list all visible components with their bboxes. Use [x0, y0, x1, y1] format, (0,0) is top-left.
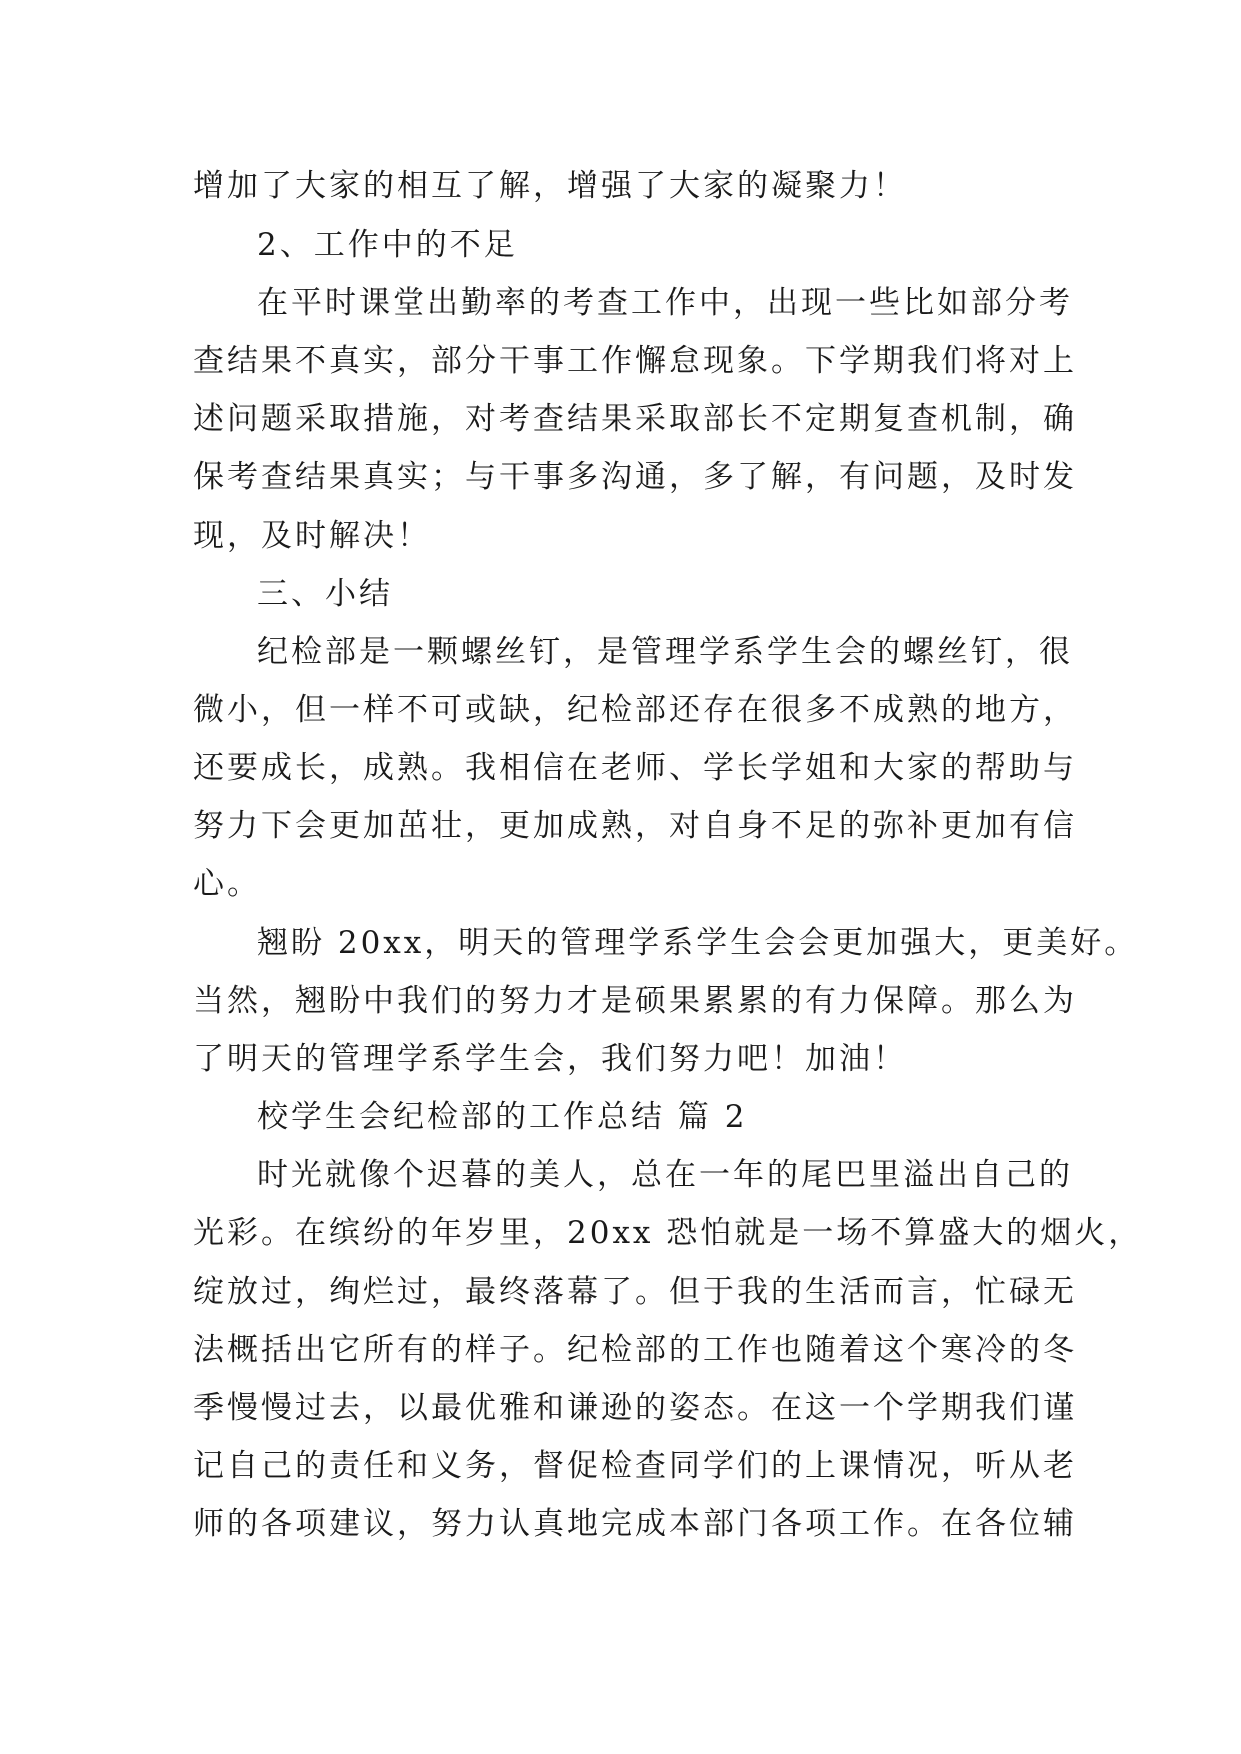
body-text-line: 绽放过，绚烂过，最终落幕了。但于我的生活而言，忙碌无 — [193, 1274, 1077, 1310]
body-text-line: 了明天的管理学系学生会，我们努力吧！加油！ — [193, 1041, 907, 1077]
paragraph-first-line: 纪检部是一颗螺丝钉，是管理学系学生会的螺丝钉，很 — [257, 634, 1073, 670]
body-text-line: 季慢慢过去，以最优雅和谦逊的姿态。在这一个学期我们谨 — [193, 1390, 1077, 1426]
body-text-line: 记自己的责任和义务，督促检查同学们的上课情况，听从老 — [193, 1448, 1077, 1484]
body-text-line: 当然，翘盼中我们的努力才是硕果累累的有力保障。那么为 — [193, 983, 1077, 1019]
body-text-line: 努力下会更加茁壮，更加成熟，对自身不足的弥补更加有信 — [193, 808, 1077, 844]
body-text-line: 还要成长，成熟。我相信在老师、学长学姐和大家的帮助与 — [193, 750, 1077, 786]
body-text-line: 师的各项建议，努力认真地完成本部门各项工作。在各位辅 — [193, 1506, 1077, 1542]
section-heading: 三、小结 — [257, 576, 393, 612]
body-text-line: 增加了大家的相互了解，增强了大家的凝聚力！ — [193, 168, 907, 204]
body-text-line: 查结果不真实，部分干事工作懈怠现象。下学期我们将对上 — [193, 343, 1077, 379]
paragraph-first-line: 时光就像个迟暮的美人，总在一年的尾巴里溢出自己的 — [257, 1157, 1073, 1193]
body-text-line: 保考查结果真实；与干事多沟通，多了解，有问题，及时发 — [193, 459, 1077, 495]
paragraph-first-line: 在平时课堂出勤率的考查工作中，出现一些比如部分考 — [257, 285, 1073, 321]
article-title: 校学生会纪检部的工作总结 篇 2 — [257, 1099, 748, 1135]
body-text-line: 现，及时解决！ — [193, 518, 431, 554]
body-text-line: 微小，但一样不可或缺，纪检部还存在很多不成熟的地方， — [193, 692, 1077, 728]
paragraph-first-line: 翘盼 20xx，明天的管理学系学生会会更加强大，更美好。 — [257, 925, 1139, 961]
body-text-line: 法概括出它所有的样子。纪检部的工作也随着这个寒冷的冬 — [193, 1332, 1077, 1368]
section-heading: 2、工作中的不足 — [257, 227, 518, 263]
body-text-line: 光彩。在缤纷的年岁里，20xx 恐怕就是一场不算盛大的烟火， — [193, 1215, 1143, 1251]
body-text-line: 心。 — [193, 866, 261, 902]
body-text-line: 述问题采取措施，对考查结果采取部长不定期复查机制，确 — [193, 401, 1077, 437]
